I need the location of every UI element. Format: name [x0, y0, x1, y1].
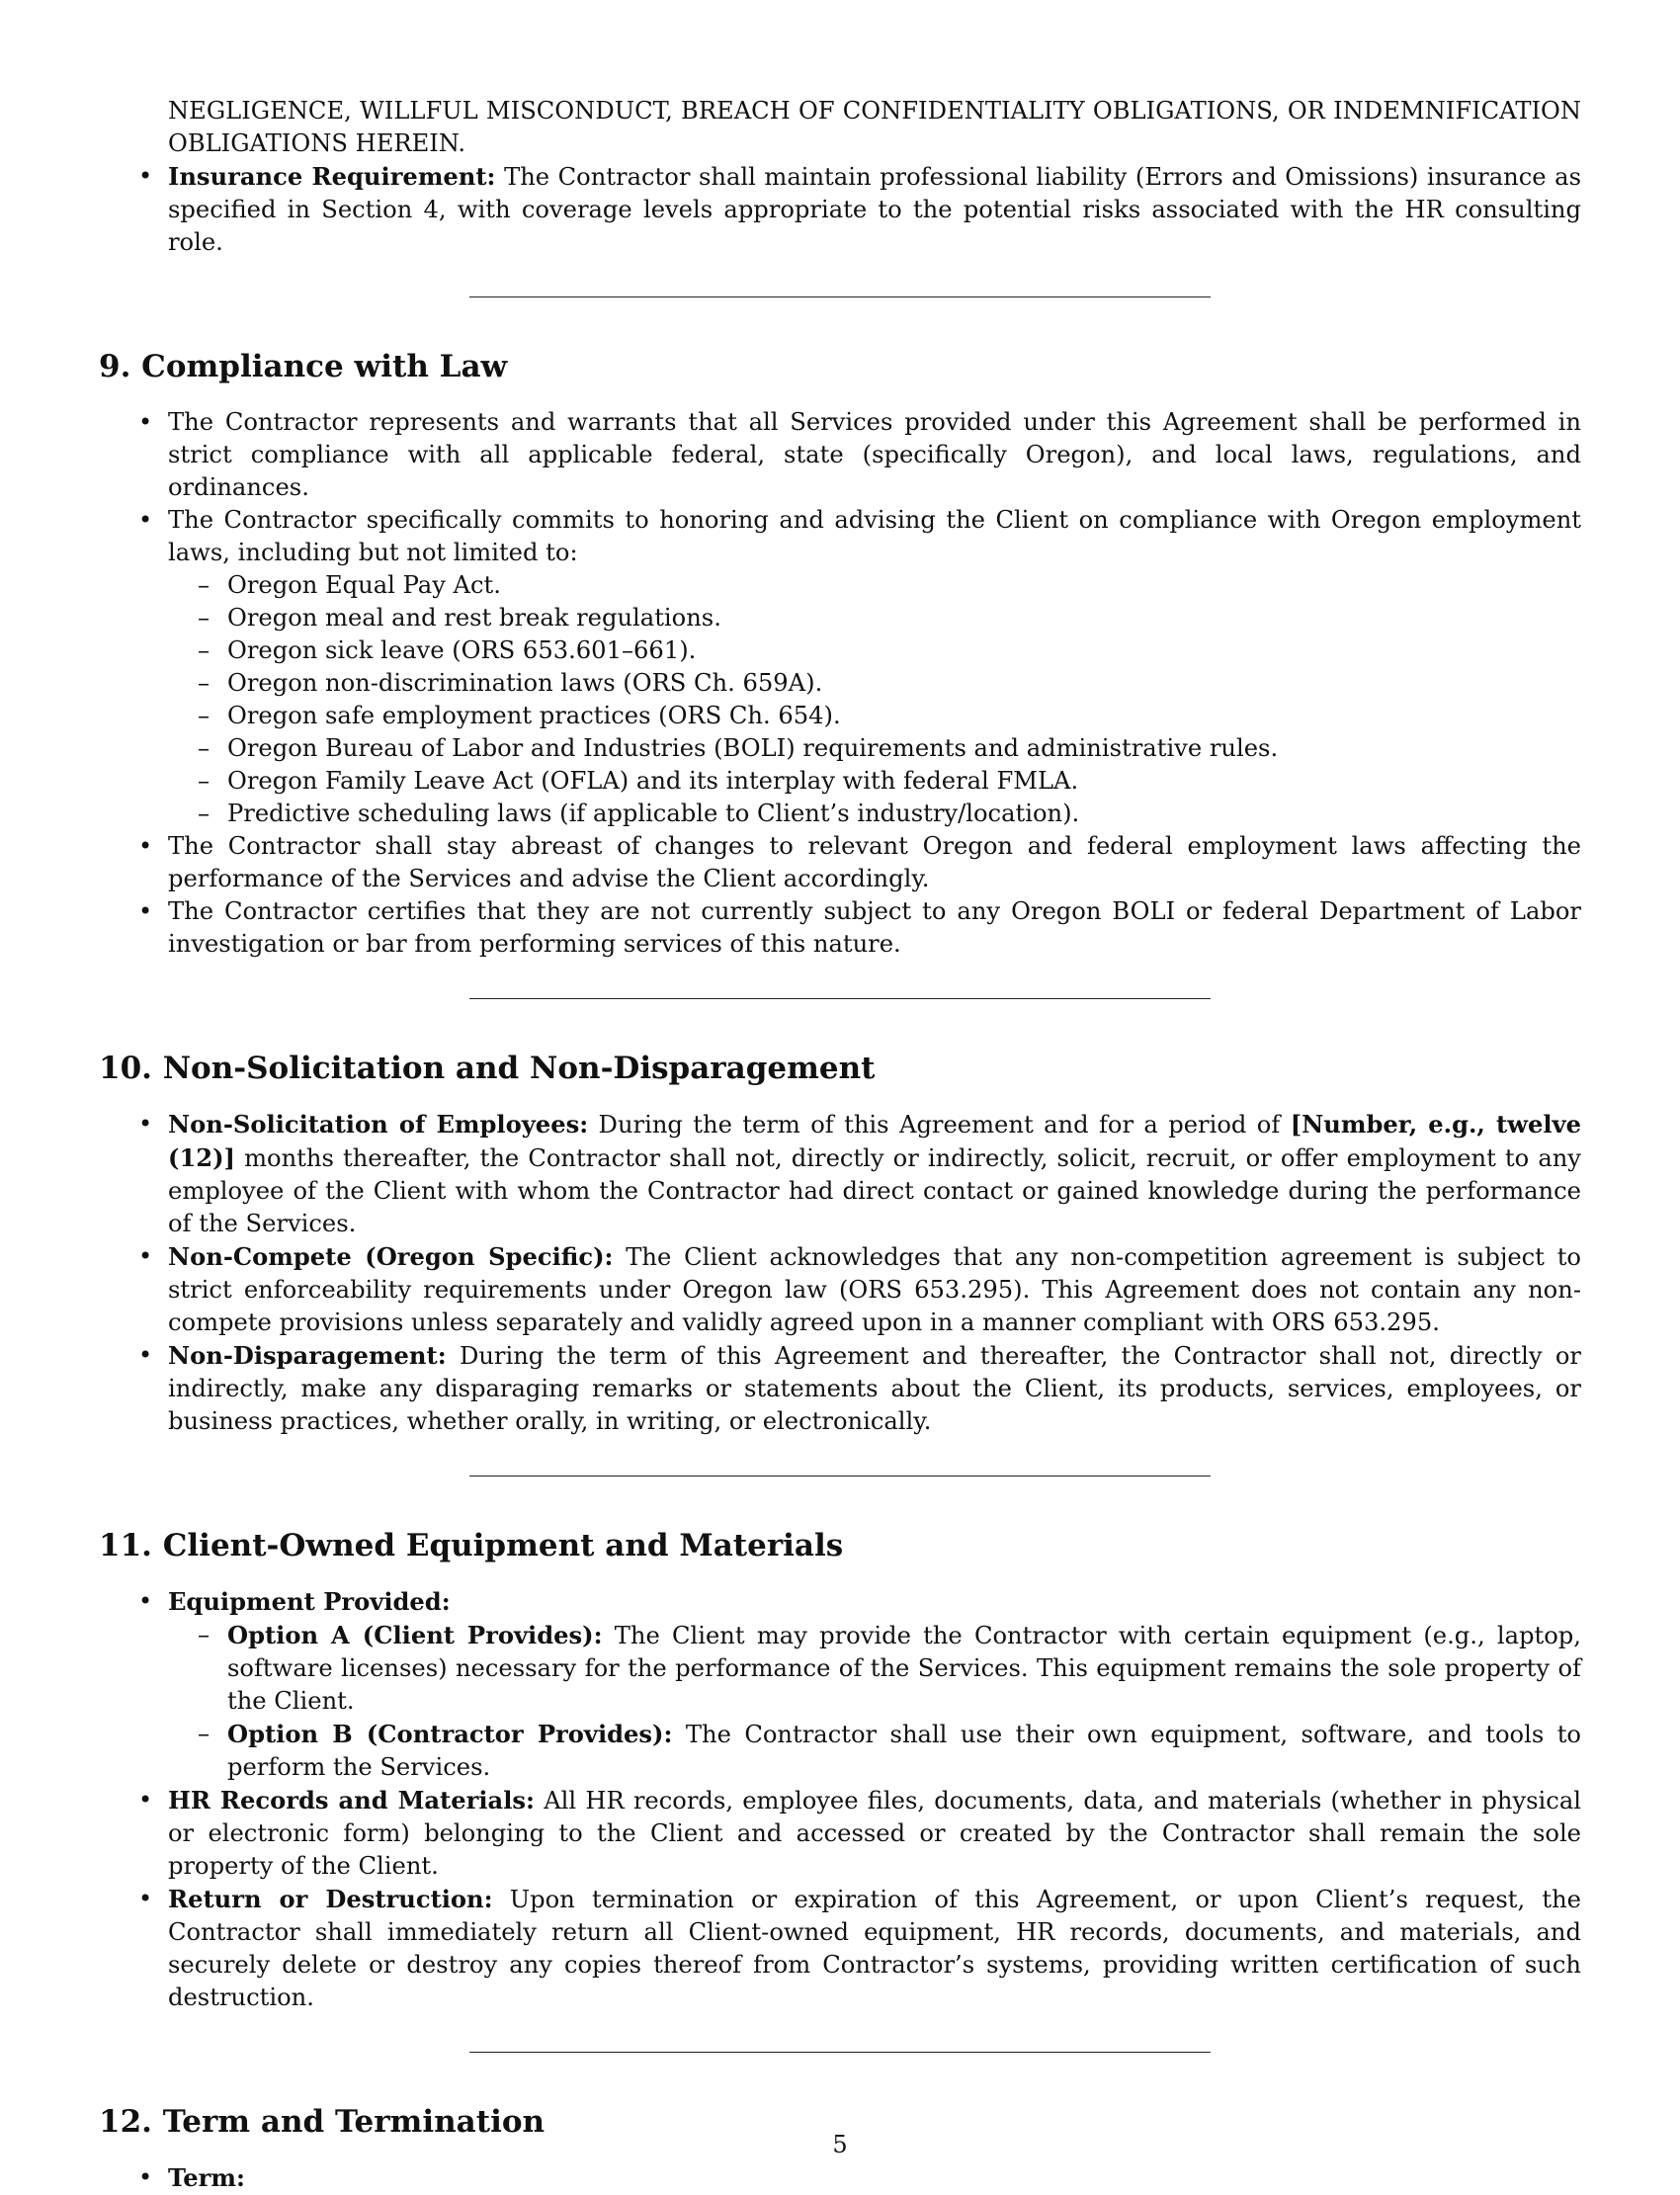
list-item: • Term:: [99, 2161, 1581, 2195]
oregon-laws-list: [168, 569, 1581, 830]
document-page: [99, 95, 1581, 2195]
section-divider: [469, 296, 1211, 297]
law-item: – Oregon sick leave (ORS 653.601–661).: [168, 634, 1581, 667]
section-9-heading: 9. Compliance with Law: [99, 349, 508, 384]
law-item: – Oregon safe employment practices (ORS Ch. 654).: [168, 700, 1581, 732]
section-9-list: [99, 406, 1581, 961]
section-11-heading: 11. Client-Owned Equipment and Materials: [99, 1528, 844, 1563]
list-item: • Non-Disparagement: During the term of this Agreement and thereafter, the Contractor shall not, directly or indirectly, make any disparaging remarks or statements about the Client, its products, services, employees, or business practices, whether orally, in writing, or electronically.: [99, 1339, 1581, 1438]
law-item: – Oregon Bureau of Labor and Industries (BOLI) requirements and administrative rules.: [168, 732, 1581, 765]
section-11-list: [99, 1585, 1581, 2014]
law-item: – Oregon meal and rest break regulations.: [168, 602, 1581, 634]
section-10-heading: 10. Non-Solicitation and Non-Disparagement: [99, 1051, 876, 1086]
list-item: • The Contractor specifically commits to honoring and advising the Client on compliance with Oregon employment laws, including but not limited to: – Oregon Equal Pay Act. – Oregon meal and rest break regulations. – Oregon sick leave (ORS 653.601–661). – Oregon non-discrimination laws (ORS Ch. 659A). – Oregon safe employment practices (ORS Ch. 654). – Oregon Bureau of Labor and Industries (BOLI) requirements and administrative rules. – Oregon Family Leave Act (OFLA) and its interplay with federal FMLA. – Predictive scheduling laws (if applicable to Client’s industry/location).: [99, 504, 1581, 830]
list-item: • Non-Solicitation of Employees: During the term of this Agreement and for a period of [Number, e.g., twelve (12)] months thereafter, the Contractor shall not, directly or indirectly, solicit, recruit, or offer employment to any employee of the Client with whom the Contractor had direct contact or gained knowledge during the performance of the Services.: [99, 1108, 1581, 1240]
carryover-list: [99, 160, 1581, 259]
law-item: – Oregon Equal Pay Act.: [168, 569, 1581, 602]
section-divider: [469, 998, 1211, 999]
section-12-heading: 12. Term and Termination: [99, 2104, 546, 2140]
list-item: • The Contractor represents and warrants that all Services provided under this Agreement shall be performed in strict compliance with all applicable federal, state (specifically Oregon), and local laws, regulations, and ordinances.: [99, 406, 1581, 504]
list-item: • Equipment Provided: – Option A (Client Provides): The Client may provide the Contractor with certain equipment (e.g., laptop, software licenses) necessary for the performance of the Services. This equipment remains the sole property of the Client. – Option B (Contractor Provides): The Contractor shall use their own equipment, software, and tools to perform the Services.: [99, 1585, 1581, 1784]
section-divider: [469, 2052, 1211, 2053]
list-item: • Insurance Requirement: The Contractor shall maintain professional liability (Errors and Omissions) insurance as specified in Section 4, with coverage levels appropriate to the potential risks associated with the HR consulting role.: [99, 160, 1581, 259]
list-item: • Non-Compete (Oregon Specific): The Client acknowledges that any non-competition agreement is subject to strict enforceability requirements under Oregon law (ORS 653.295). This Agreement does not contain any non-compete provisions unless separately and validly agreed upon in a manner compliant with ORS 653.295.: [99, 1240, 1581, 1339]
list-item: • HR Records and Materials: All HR records, employee files, documents, data, and materials (whether in physical or electronic form) belonging to the Client and accessed or created by the Contractor shall remain the sole property of the Client.: [99, 1784, 1581, 1883]
law-item: – Oregon non-discrimination laws (ORS Ch. 659A).: [168, 667, 1581, 700]
list-item: • The Contractor shall stay abreast of changes to relevant Oregon and federal employment laws affecting the performance of the Services and advise the Client accordingly.: [99, 830, 1581, 895]
equipment-options-list: [168, 1619, 1581, 1784]
law-item: – Oregon Family Leave Act (OFLA) and its interplay with federal FMLA.: [168, 765, 1581, 798]
list-item: • Return or Destruction: Upon termination or expiration of this Agreement, or upon Client’s request, the Contractor shall immediately return all Client-owned equipment, HR records, documents, and materials, and securely delete or destroy any copies thereof from Contractor’s systems, providing written certification of such destruction.: [99, 1883, 1581, 2014]
page-number: 5: [832, 2131, 848, 2158]
list-item: • The Contractor certifies that they are not currently subject to any Oregon BOLI or federal Department of Labor investigation or bar from performing services of this nature.: [99, 895, 1581, 961]
option-item: – Option B (Contractor Provides): The Contractor shall use their own equipment, software, and tools to perform the Services.: [168, 1718, 1581, 1784]
section-divider: [469, 1476, 1211, 1477]
section-10-list: [99, 1108, 1581, 1438]
option-item: – Option A (Client Provides): The Client may provide the Contractor with certain equipment (e.g., laptop, software licenses) necessary for the performance of the Services. This equipment remains the sole property of the Client.: [168, 1619, 1581, 1718]
law-item: – Predictive scheduling laws (if applicable to Client’s industry/location).: [168, 798, 1581, 830]
section-12-list: [99, 2161, 1581, 2195]
carryover-text: NEGLIGENCE, WILLFUL MISCONDUCT, BREACH OF CONFIDENTIALITY OBLIGATIONS, OR INDEMNIFICATION OBLIGATIONS HEREIN.: [168, 97, 1581, 157]
